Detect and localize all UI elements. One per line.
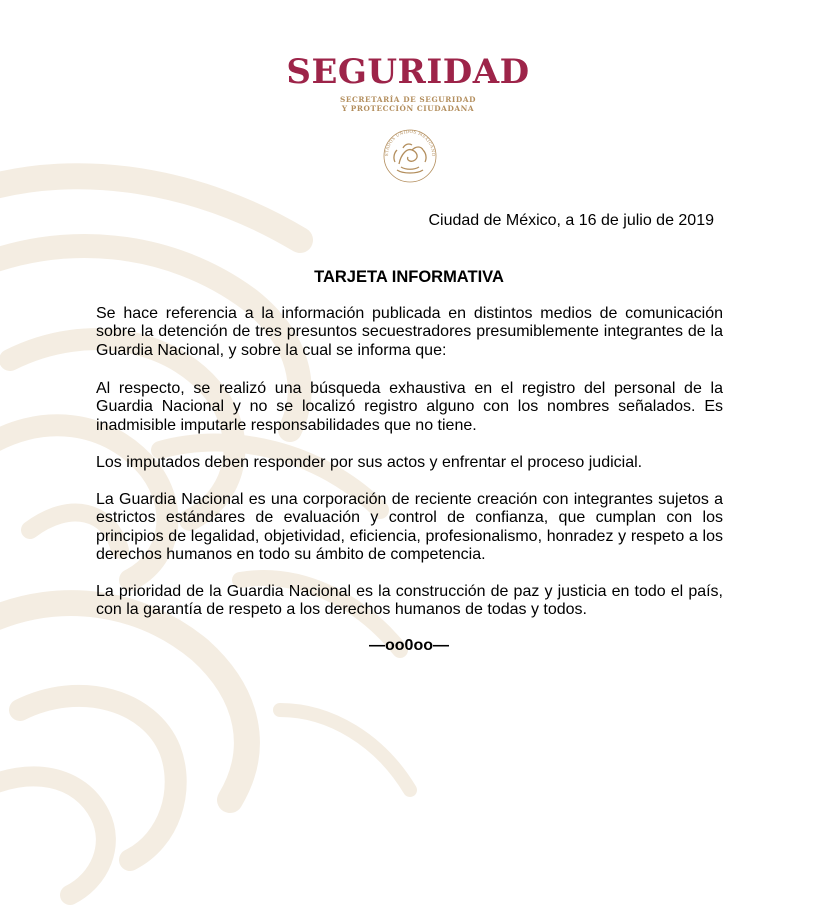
closing-mark: —oo0oo—	[369, 637, 449, 654]
paragraph-4: La Guardia Nacional es una corporación de reciente creación con integrantes sujetos a estrictos estándares de evaluación y control de confianza, que cumplan con los principios de legalidad, objetividad, eficiencia, profesionalismo, honradez y respeto a los derechos humanos en todo su ámbito de competencia.	[96, 491, 723, 563]
paragraph-5: La prioridad de la Guardia Nacional es la construcción de paz y justicia en todo el país, con la garantía de respeto a los derechos humanos de todas y todos.	[96, 583, 723, 619]
document-title: TARJETA INFORMATIVA	[314, 268, 504, 286]
svg-text:ESTADOS UNIDOS MEXICANOS: STADOS UNIDOS MEXICANO	[383, 128, 437, 157]
paragraph-2: Al respecto, se realizó una búsqueda exhaustiva en el registro del personal de la Guardia Nacional y no se localizó registro alguno con los nombres señalados. Es inadmisible imputarle responsabilidades que no tiene.	[96, 380, 723, 434]
letterhead-logo	[280, 54, 536, 113]
paragraph-1: Se hace referencia a la información publicada en distintos medios de comunicación sobre la detención de tres presuntos secuestradores presumiblemente integrantes de la Guardia Nacional, y sobre la cual se informa que:	[96, 305, 723, 359]
logo-subtitle-line-2: Y PROTECCIÓN CIUDADANA	[341, 104, 475, 113]
logo-wordmark: SEGURIDAD	[286, 52, 530, 92]
date-line: Ciudad de México, a 16 de julio de 2019	[428, 212, 714, 229]
national-seal-icon	[379, 124, 441, 184]
paragraph-3: Los imputados deben responder por sus actos y enfrentar el proceso judicial.	[96, 454, 643, 471]
logo-subtitle-line-1: SECRETARÍA DE SEGURIDAD	[339, 95, 477, 104]
